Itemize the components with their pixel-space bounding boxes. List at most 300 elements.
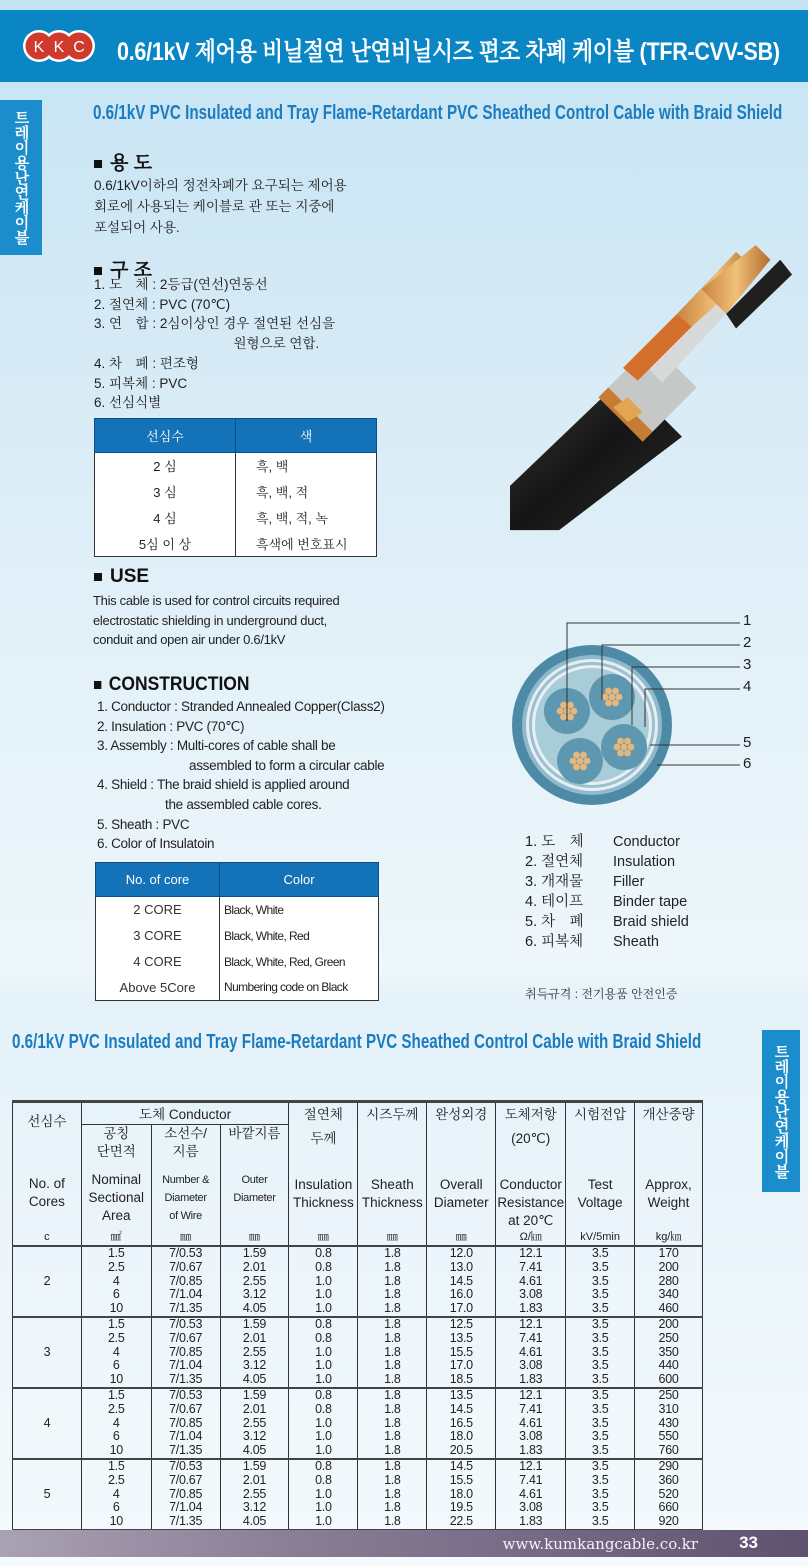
cell: 7.41: [496, 1474, 566, 1488]
usage-heading-text: 용 도: [110, 153, 152, 174]
copper-strand: [612, 688, 619, 695]
cell: 340: [635, 1288, 703, 1302]
cell: 1.5: [81, 1459, 151, 1474]
cell: 흑, 백, 적, 녹: [236, 505, 377, 531]
structure-list: [94, 275, 335, 413]
legend-item: [525, 852, 689, 872]
cell: 1.0: [289, 1373, 358, 1388]
cell: 1.0: [289, 1288, 358, 1302]
cell: 18.5: [427, 1373, 496, 1388]
cell: 0.8: [289, 1317, 358, 1332]
cell: 19.5: [427, 1501, 496, 1515]
usage-line: 회로에 사용되는 케이블로 관 또는 지중에: [94, 199, 335, 214]
cell: Numbering code on Black: [220, 975, 379, 1001]
cell: 550: [635, 1430, 703, 1444]
unit: ㎟: [81, 1230, 151, 1246]
svg-text:K: K: [53, 39, 65, 56]
cores-cell: 5: [13, 1459, 82, 1530]
cell: 4: [81, 1275, 151, 1289]
cell: 520: [635, 1488, 703, 1502]
cell: 1.8: [358, 1317, 427, 1332]
cell: 15.5: [427, 1346, 496, 1360]
header-text: Cores: [28, 1194, 65, 1209]
table-row: [13, 1261, 703, 1275]
cell: 1.59: [220, 1317, 289, 1332]
table-row: [13, 1317, 703, 1332]
cell: 18.0: [427, 1430, 496, 1444]
legend-ko: 2. 절연체: [525, 854, 584, 870]
cell: 4: [81, 1417, 151, 1431]
cell: 2.5: [81, 1403, 151, 1417]
cell: 1.8: [358, 1501, 427, 1515]
cell: 3.5: [566, 1302, 635, 1317]
header-text: of Wire: [169, 1210, 202, 1222]
cell: 1.8: [358, 1261, 427, 1275]
cell: 1.0: [289, 1302, 358, 1317]
legend-en: Filler: [613, 874, 645, 890]
unit: kg/㎞: [635, 1230, 703, 1246]
cell: 10: [81, 1302, 151, 1317]
cell: 1.0: [289, 1275, 358, 1289]
cell: 4.61: [496, 1417, 566, 1431]
cell: 1.0: [289, 1346, 358, 1360]
cell: 13.0: [427, 1261, 496, 1275]
cell: 1.83: [496, 1373, 566, 1388]
cell: 7/0.53: [151, 1246, 220, 1261]
table-row: [13, 1417, 703, 1431]
cell: 3.5: [566, 1261, 635, 1275]
cell: 2.55: [220, 1275, 289, 1289]
cell: 1.8: [358, 1275, 427, 1289]
copper-strand: [577, 758, 584, 765]
cell: 290: [635, 1459, 703, 1474]
copper-strand: [584, 758, 591, 765]
page-title: 0.6/1kV 제어용 비닐절연 난연비닐시즈 편조 차폐 케이블 (TFR-CVV-SB): [117, 38, 780, 66]
cell: 6: [81, 1288, 151, 1302]
cell: 2.55: [220, 1346, 289, 1360]
header-text: Approx,: [645, 1177, 692, 1192]
header-text: 완성외경: [435, 1107, 488, 1122]
cores-cell: 2: [13, 1246, 82, 1317]
header-text: Number &: [162, 1174, 210, 1186]
cell: 1.0: [289, 1444, 358, 1459]
use-line: electrostatic shielding in underground duct,: [93, 612, 327, 628]
cell: 14.5: [427, 1403, 496, 1417]
cell: 7/1.35: [151, 1373, 220, 1388]
cell: 12.1: [496, 1246, 566, 1261]
header-text: 공칭: [103, 1126, 130, 1141]
header-cores: [13, 1102, 82, 1231]
legend-ko: 3. 개재물: [525, 874, 584, 890]
table-row: [13, 1488, 703, 1502]
cell: 0.8: [289, 1403, 358, 1417]
copper-strand: [612, 700, 619, 707]
header-text: Weight: [647, 1195, 690, 1210]
table-row: [13, 1444, 703, 1459]
construction-list: [97, 697, 385, 854]
table-row: [13, 1388, 703, 1403]
cell: 350: [635, 1346, 703, 1360]
cell: 2 심: [95, 453, 236, 479]
use-text: [93, 591, 339, 650]
cell: 760: [635, 1444, 703, 1459]
cell: 3.12: [220, 1501, 289, 1515]
header-text: Thickness: [292, 1195, 354, 1210]
structure-item: 2. 절연체 : PVC (70℃): [94, 296, 231, 312]
cell: 660: [635, 1501, 703, 1515]
header-text: 바깥지름: [228, 1126, 281, 1141]
header-text: Insulation: [294, 1177, 353, 1192]
header-text: Sheath: [370, 1177, 414, 1192]
legend-en: Binder tape: [613, 894, 688, 910]
table-row: [13, 1246, 703, 1261]
cell: 460: [635, 1302, 703, 1317]
cell: 3.5: [566, 1488, 635, 1502]
cell: 17.0: [427, 1359, 496, 1373]
cell: 3 CORE: [96, 923, 220, 949]
cell: 7/0.85: [151, 1488, 220, 1502]
cell: 200: [635, 1317, 703, 1332]
cell: 7.41: [496, 1403, 566, 1417]
header-text: at 20℃: [508, 1213, 554, 1228]
cell: 2.5: [81, 1474, 151, 1488]
callout-2: 2: [743, 634, 752, 651]
copper-strand: [602, 694, 609, 701]
table-row: [95, 479, 377, 505]
column-header: Color: [220, 863, 379, 897]
copper-strand: [570, 758, 577, 765]
cell: 22.5: [427, 1515, 496, 1530]
cell: 4.61: [496, 1275, 566, 1289]
cell: 17.0: [427, 1302, 496, 1317]
cores-cell: 3: [13, 1317, 82, 1388]
cell: 7/1.35: [151, 1515, 220, 1530]
cell: 3.5: [566, 1501, 635, 1515]
copper-strand: [628, 744, 635, 751]
cell: 18.0: [427, 1488, 496, 1502]
table-row: [96, 975, 379, 1001]
cell: 0.8: [289, 1246, 358, 1261]
cell: 7/0.53: [151, 1388, 220, 1403]
cell: 10: [81, 1373, 151, 1388]
legend-en: Sheath: [613, 934, 659, 950]
cell: 1.8: [358, 1359, 427, 1373]
cell: 4 CORE: [96, 949, 220, 975]
structure-item: 6. 선심식별: [94, 395, 162, 411]
column-header: 색: [236, 419, 377, 453]
copper-strand: [617, 738, 624, 745]
cell: 0.8: [289, 1388, 358, 1403]
construction-item: 1. Conductor : Stranded Annealed Copper(Class2): [97, 699, 385, 714]
legend-en: Braid shield: [613, 914, 689, 930]
cell: 1.8: [358, 1373, 427, 1388]
cell: 12.1: [496, 1388, 566, 1403]
unit: kV/5min: [566, 1230, 635, 1246]
cell: 7/0.67: [151, 1474, 220, 1488]
website-link[interactable]: www.kumkangcable.co.kr: [502, 1535, 698, 1553]
cell: 0.8: [289, 1332, 358, 1346]
cell: 3.5: [566, 1388, 635, 1403]
cell: 360: [635, 1474, 703, 1488]
cell: Black, White, Red: [220, 923, 379, 949]
cell: 7/1.04: [151, 1288, 220, 1302]
header-text: 시험전압: [574, 1107, 627, 1122]
cell: 430: [635, 1417, 703, 1431]
cell: 3.5: [566, 1317, 635, 1332]
header-area: [81, 1125, 151, 1231]
cell: 7/0.85: [151, 1417, 220, 1431]
cell: 1.0: [289, 1488, 358, 1502]
table-row: [13, 1288, 703, 1302]
cell: 6: [81, 1359, 151, 1373]
footer-bar: [0, 1530, 808, 1557]
structure-heading-text: 구 조: [110, 260, 152, 281]
header-text: 선심수: [27, 1114, 67, 1129]
construction-item: 6. Color of Insulatoin: [97, 836, 215, 852]
use-line: conduit and open air under 0.6/1kV: [93, 632, 286, 648]
cell: 7/1.04: [151, 1501, 220, 1515]
header-text: Overall: [439, 1177, 483, 1192]
cell: 7/0.67: [151, 1332, 220, 1346]
cell: 12.0: [427, 1246, 496, 1261]
copper-strand: [605, 688, 612, 695]
cell: 310: [635, 1403, 703, 1417]
certification-note: 취득규격 : 전기용품 안전인증: [525, 987, 678, 1001]
cell: 1.8: [358, 1515, 427, 1530]
cell: 250: [635, 1332, 703, 1346]
callout-3: 3: [743, 656, 752, 673]
legend-en: Conductor: [613, 834, 680, 850]
unit: ㎜: [151, 1230, 220, 1246]
header-text: Resistance: [497, 1195, 565, 1210]
cell: 1.0: [289, 1515, 358, 1530]
cell: 0.8: [289, 1261, 358, 1275]
construction-heading-text: CONSTRUCTION: [108, 674, 250, 695]
table-row: [13, 1430, 703, 1444]
cell: Black, White: [220, 897, 379, 923]
cell: 1.5: [81, 1246, 151, 1261]
title-bar: [0, 10, 808, 82]
copper-strand: [560, 714, 567, 721]
cell: 3.5: [566, 1246, 635, 1261]
header-text: Sectional: [88, 1190, 145, 1205]
cell: 920: [635, 1515, 703, 1530]
cell: 3.08: [496, 1288, 566, 1302]
cell: 4: [81, 1488, 151, 1502]
cell: 12.1: [496, 1317, 566, 1332]
cell: 4.05: [220, 1373, 289, 1388]
header-outer: [220, 1125, 289, 1231]
cell: Black, White, Red, Green: [220, 949, 379, 975]
cell: 10: [81, 1515, 151, 1530]
cell: 170: [635, 1246, 703, 1261]
header-text: 소선수/: [164, 1126, 208, 1141]
cell: 7/1.04: [151, 1430, 220, 1444]
cell: 7/0.85: [151, 1346, 220, 1360]
copper-strand: [571, 708, 578, 715]
cell: 600: [635, 1373, 703, 1388]
cell: 3.12: [220, 1430, 289, 1444]
page-number: 33: [739, 1533, 758, 1552]
cell: 2.5: [81, 1332, 151, 1346]
table-row: [13, 1515, 703, 1530]
use-heading: [94, 566, 149, 588]
cell: 1.8: [358, 1388, 427, 1403]
cell: 1.5: [81, 1317, 151, 1332]
cell: 200: [635, 1261, 703, 1275]
header-weight: [635, 1102, 703, 1231]
table-row: [95, 505, 377, 531]
cell: 12.1: [496, 1459, 566, 1474]
construction-heading: [94, 674, 250, 696]
header-text: Nominal: [91, 1172, 142, 1187]
callout-5: 5: [743, 734, 752, 751]
cell: 1.0: [289, 1359, 358, 1373]
cell: 1.5: [81, 1388, 151, 1403]
header-text: 지름: [172, 1144, 199, 1159]
cell: 4.05: [220, 1515, 289, 1530]
cell: 16.0: [427, 1288, 496, 1302]
table-row: [13, 1373, 703, 1388]
cell: 1.8: [358, 1403, 427, 1417]
specification-table: [12, 1100, 703, 1532]
cell: 흑, 백: [236, 453, 377, 479]
header-text: Outer: [241, 1174, 268, 1186]
usage-heading: [94, 148, 152, 175]
cell: 1.8: [358, 1332, 427, 1346]
cell: 1.59: [220, 1246, 289, 1261]
cell: 1.8: [358, 1488, 427, 1502]
copper-strand: [624, 750, 631, 757]
header-text: 시즈두께: [366, 1107, 419, 1122]
cell: 7/1.35: [151, 1444, 220, 1459]
cell: 3.5: [566, 1403, 635, 1417]
cell: 3.5: [566, 1430, 635, 1444]
header-resistance: [496, 1102, 566, 1231]
construction-item: 5. Sheath : PVC: [97, 816, 190, 832]
cell: 1.83: [496, 1302, 566, 1317]
legend-ko: 4. 테이프: [525, 894, 584, 910]
header-text: 절연체: [303, 1107, 343, 1122]
unit: ㎜: [289, 1230, 358, 1246]
diagram-legend: [525, 832, 689, 952]
copper-strand: [617, 750, 624, 757]
callout-4: 4: [743, 678, 752, 695]
callout-6: 6: [743, 755, 752, 772]
cell: 2.55: [220, 1488, 289, 1502]
header-text: (20℃): [511, 1131, 551, 1146]
header-text: Area: [101, 1208, 131, 1223]
legend-ko: 6. 피복체: [525, 934, 584, 950]
cell: 1.0: [289, 1430, 358, 1444]
cell: 1.8: [358, 1459, 427, 1474]
svg-text:K: K: [33, 39, 45, 56]
construction-item: the assembled cable cores.: [165, 796, 322, 812]
cell: 7/0.67: [151, 1403, 220, 1417]
copper-strand: [557, 708, 564, 715]
table-row: [13, 1474, 703, 1488]
cell: 2.01: [220, 1261, 289, 1275]
cell: 15.5: [427, 1474, 496, 1488]
cell: 7/0.85: [151, 1275, 220, 1289]
use-line: This cable is used for control circuits required: [93, 593, 340, 608]
cell: Above 5Core: [96, 975, 220, 1001]
header-insulation: [289, 1102, 358, 1231]
copper-strand: [614, 744, 621, 751]
header-text: 두께: [310, 1131, 337, 1146]
legend-item: [525, 912, 689, 932]
legend-item: [525, 832, 689, 852]
table-row: [96, 897, 379, 923]
copper-strand: [573, 752, 580, 759]
usage-line: 0.6/1kV이하의 정전차폐가 요구되는 제어용: [94, 178, 347, 193]
cell: 1.59: [220, 1459, 289, 1474]
cell: 4.05: [220, 1302, 289, 1317]
cell: 흑, 백, 적: [236, 479, 377, 505]
copper-strand: [621, 744, 628, 751]
cell: 1.0: [289, 1501, 358, 1515]
category-tag: 트레이용난연케이블: [0, 100, 42, 255]
cell: 5심 이 상: [95, 531, 236, 557]
cell: 13.5: [427, 1388, 496, 1403]
cell: 2.01: [220, 1332, 289, 1346]
cell: 3 심: [95, 479, 236, 505]
cell: 3.5: [566, 1332, 635, 1346]
structure-item: 3. 연 합 : 2심이상인 경우 절연된 선심을: [94, 316, 336, 332]
table-row: [13, 1275, 703, 1289]
cell: 14.5: [427, 1459, 496, 1474]
header-text: Test: [587, 1177, 613, 1192]
header-text: 개산중량: [642, 1107, 695, 1122]
legend-ko: 5. 차 폐: [525, 914, 584, 930]
header-voltage: [566, 1102, 635, 1231]
cell: 7/1.04: [151, 1359, 220, 1373]
copper-strand: [567, 714, 574, 721]
structure-item: 5. 피복체 : PVC: [94, 375, 188, 391]
cell: 3.5: [566, 1275, 635, 1289]
cross-section-diagram: [512, 615, 747, 815]
cell: 2.5: [81, 1261, 151, 1275]
header-text: Voltage: [577, 1195, 623, 1210]
unit: c: [13, 1230, 82, 1246]
copper-strand: [567, 702, 574, 709]
unit: ㎜: [220, 1230, 289, 1246]
column-header: 선심수: [95, 419, 236, 453]
structure-item: 1. 도 체 : 2등급(연선)연동선: [94, 277, 268, 292]
cell: 1.8: [358, 1346, 427, 1360]
header-text: Conductor: [499, 1177, 562, 1192]
cell: 3.5: [566, 1515, 635, 1530]
table-row: [96, 949, 379, 975]
header-text: Thickness: [361, 1195, 423, 1210]
cell: 10: [81, 1444, 151, 1459]
copper-strand: [616, 694, 623, 701]
cell: 0.8: [289, 1474, 358, 1488]
table-row: [96, 923, 379, 949]
callout-1: 1: [743, 612, 752, 629]
cell: 3.08: [496, 1359, 566, 1373]
header-text: 단면적: [96, 1144, 136, 1159]
cell: 3.5: [566, 1359, 635, 1373]
cell: 440: [635, 1359, 703, 1373]
cell: 3.5: [566, 1373, 635, 1388]
cell: 2.01: [220, 1474, 289, 1488]
header-overall: [427, 1102, 496, 1231]
construction-item: 4. Shield : The braid shield is applied around: [97, 777, 350, 793]
cell: 2 CORE: [96, 897, 220, 923]
usage-line: 포설되어 사용.: [94, 220, 180, 235]
header-wire: [151, 1125, 220, 1231]
